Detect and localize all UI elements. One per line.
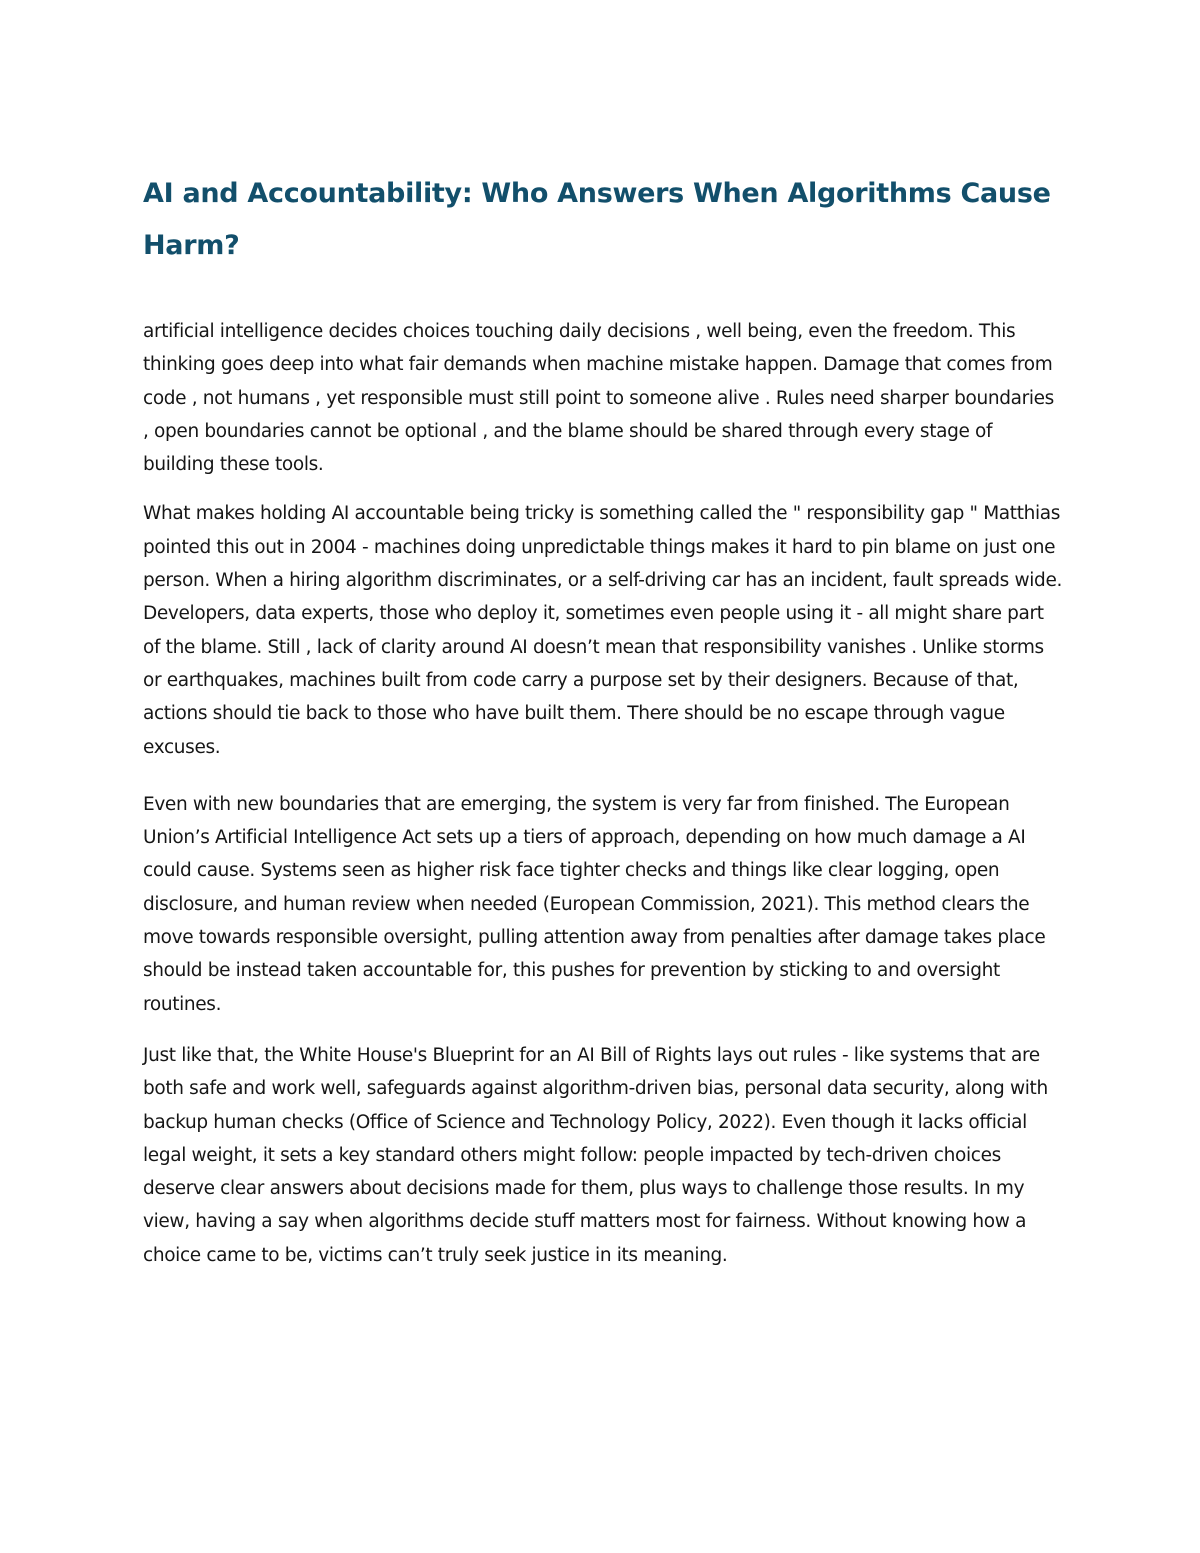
paragraph-responsibility-gap: What makes holding AI accountable being tricky is something called the " responsibility gap " Matthias pointed this out in 2004 - machines doing unpredictable things makes it hard to pin blame on just one person. When a hiring algorithm discriminates, or a self-driving car has an incident, fault spreads wide. Developers, data experts, those who deploy it, sometimes even people using it - all might share part of the blame. Still , lack of clarity around AI doesn’t mean that responsibility vanishes . Unlike storms or earthquakes, machines built from code carry a purpose set by their designers. Because of that, actions should tie back to those who have built them. There should be no escape through vague excuses. [143, 503, 1062, 758]
paragraph-ai-bill-of-rights: Just like that, the White House's Blueprint for an AI Bill of Rights lays out rules - like systems that are both safe and work well, safeguards against algorithm-driven bias, personal data security, along with backup human checks (Office of Science and Technology Policy, 2022). Even though it lacks official legal weight, it sets a key standard others might follow: people impacted by tech-driven choices deserve clear answers about decisions made for them, plus ways to challenge those results. In my view, having a say when algorithms decide stuff matters most for fairness. Without knowing how a choice came to be, victims can’t truly seek justice in its meaning. [143, 1044, 1048, 1266]
paragraph-intro: artificial intelligence decides choices touching daily decisions , well being, even the freedom. This thinking goes deep into what fair demands when machine mistake happen. Damage that comes from code , not humans , yet responsible must still point to someone alive . Rules need sharper boundaries , open boundaries cannot be optional , and the blame should be shared through every stage of building these tools. [143, 321, 1054, 476]
paragraph-eu-ai-act: Even with new boundaries that are emerging, the system is very far from finished. The European Union’s Artificial Intelligence Act sets up a tiers of approach, depending on how much damage a AI could cause. Systems seen as higher risk face tighter checks and things like clear logging, open disclosure, and human review when needed (European Commission, 2021). This method clears the move towards responsible oversight, pulling attention away from penalties after damage takes place should be instead taken accountable for, this pushes for prevention by sticking to and oversight routines. [143, 793, 1046, 1015]
document-title: AI and Accountability: Who Answers When Algorithms Cause Harm? [143, 178, 1051, 261]
document-content [143, 168, 1063, 1272]
document-body [143, 315, 1063, 1272]
